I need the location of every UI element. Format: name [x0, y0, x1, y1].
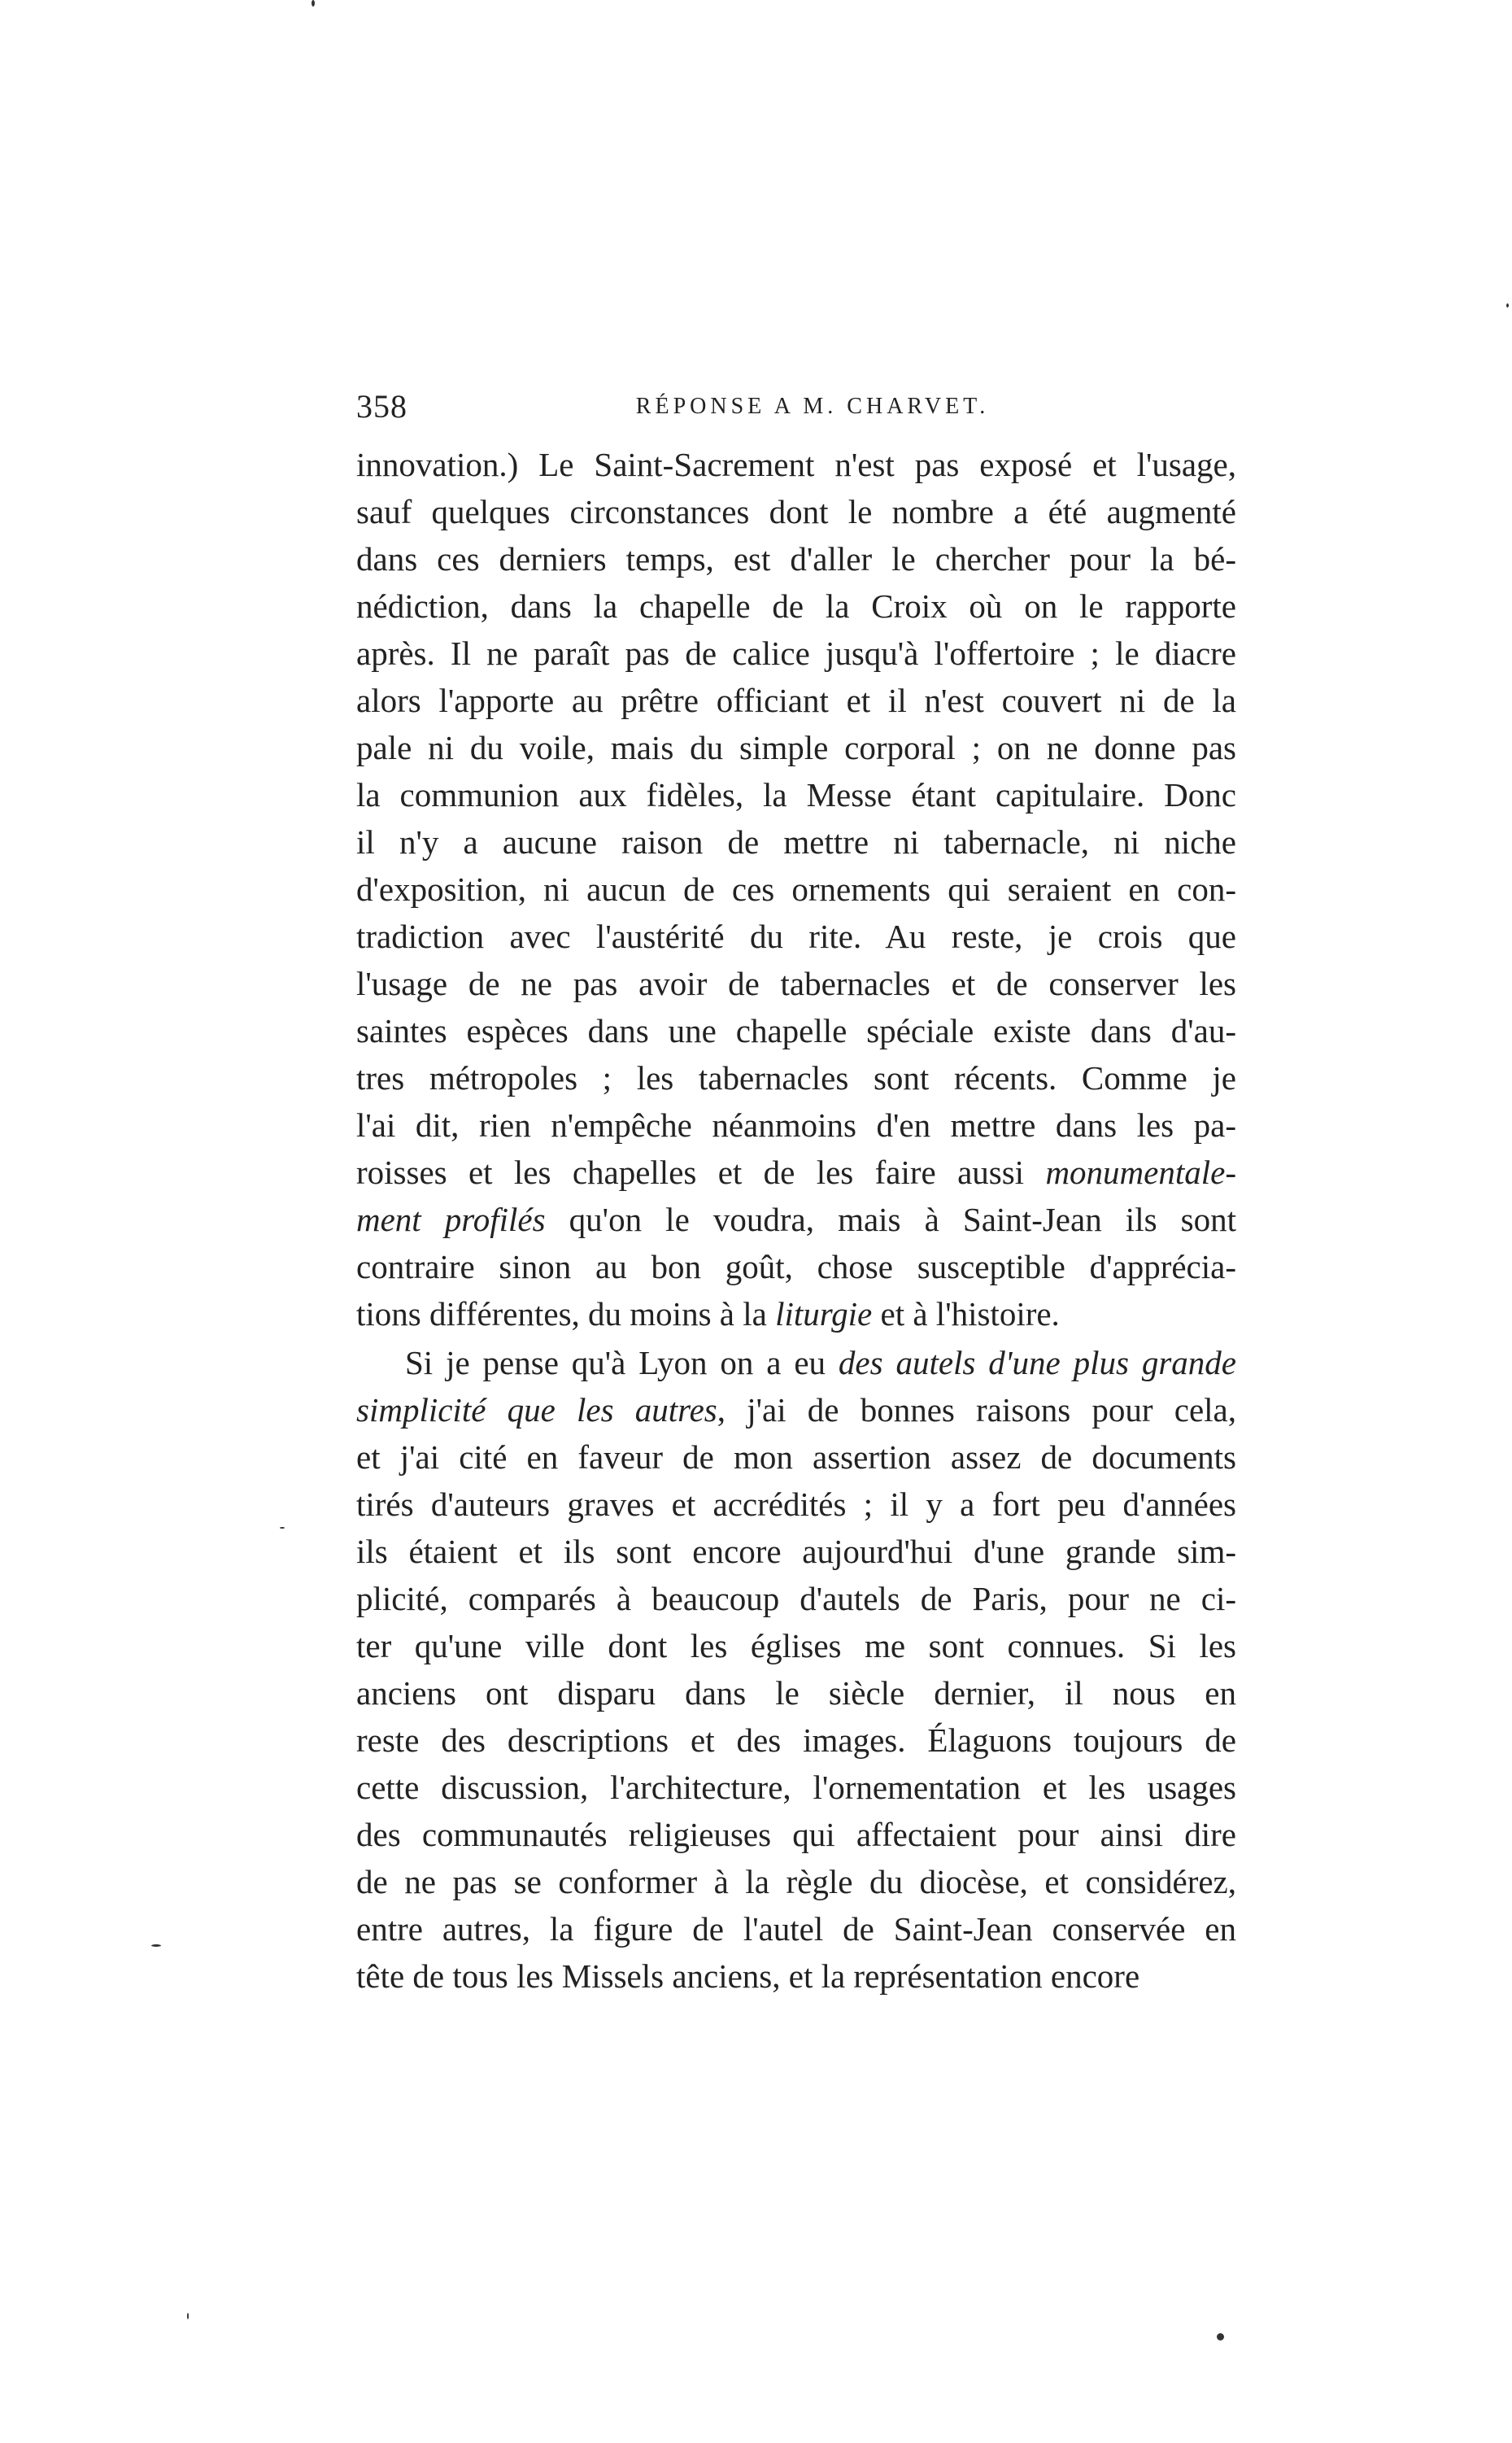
text-line [356, 866, 1236, 913]
text-line [356, 1528, 1236, 1575]
text-line [356, 913, 1236, 960]
text-line [356, 1339, 1236, 1386]
text-segment: innovation.) Le Saint-Sacrement n'est pas exposé et l'usage, [356, 446, 1236, 483]
text-line [356, 1433, 1236, 1481]
text-line [356, 441, 1236, 488]
text-segment: et j'ai cité en faveur de mon assertion assez de documents [356, 1438, 1236, 1476]
text-segment: ils étaient et ils sont encore aujourd'hui d'une grande sim- [356, 1533, 1236, 1570]
text-segment: après. Il ne paraît pas de calice jusqu'à l'offertoire ; le diacre [356, 635, 1236, 672]
text-segment: tradiction avec l'austérité du rite. Au reste, je crois que [356, 918, 1236, 955]
text-line [356, 1290, 1236, 1337]
text-line [356, 1196, 1236, 1243]
text-line [356, 1811, 1236, 1858]
text-line [356, 677, 1236, 724]
text-line [356, 1669, 1236, 1717]
text-line [356, 960, 1236, 1007]
text-segment: ter qu'une ville dont les églises me sont connues. Si les [356, 1627, 1236, 1664]
italic-text: des autels d'une plus grande [838, 1344, 1236, 1381]
text-segment: la communion aux fidèles, la Messe étant capitulaire. Donc [356, 776, 1236, 814]
text-line [356, 1481, 1236, 1528]
text-segment: pale ni du voile, mais du simple corporal ; on ne donne pas [356, 729, 1236, 766]
text-segment: sauf quelques circonstances dont le nombre a été augmenté [356, 493, 1236, 530]
text-segment: plicité, comparés à beaucoup d'autels de Paris, pour ne ci- [356, 1580, 1236, 1617]
text-segment: des communautés religieuses qui affectaient pour ainsi dire [356, 1816, 1236, 1853]
text-line [356, 488, 1236, 535]
text-line [356, 1717, 1236, 1764]
text-line [356, 630, 1236, 677]
text-line [356, 1054, 1236, 1102]
text-line [356, 1243, 1236, 1290]
text-line [356, 1622, 1236, 1669]
scan-speck [312, 0, 315, 7]
text-segment: qu'on le voudra, mais à Saint-Jean ils sont [545, 1201, 1236, 1238]
text-segment: alors l'apporte au prêtre officiant et il n'est couvert ni de la [356, 682, 1236, 719]
text-segment: il n'y a aucune raison de mettre ni tabernacle, ni niche [356, 823, 1236, 861]
text-segment: anciens ont disparu dans le siècle dernier, il nous en [356, 1674, 1236, 1712]
text-line [356, 535, 1236, 582]
text-segment: de ne pas se conformer à la règle du diocèse, et considérez, [356, 1863, 1236, 1900]
text-line [356, 582, 1236, 630]
text-segment: entre autres, la figure de l'autel de Saint-Jean conservée en [356, 1910, 1236, 1948]
text-segment: tions différentes, du moins à la [356, 1295, 776, 1333]
page-header [356, 389, 1236, 425]
text-line [356, 1102, 1236, 1149]
text-segment: tres métropoles ; les tabernacles sont récents. Comme je [356, 1059, 1236, 1097]
text-segment: nédiction, dans la chapelle de la Croix où on le rapporte [356, 587, 1236, 625]
text-segment: l'ai dit, rien n'empêche néanmoins d'en mettre dans les pa- [356, 1106, 1236, 1144]
italic-text: liturgie [775, 1295, 873, 1333]
text-segment: tête de tous les Missels anciens, et la représentation encore [356, 1957, 1140, 1995]
text-segment: tirés d'auteurs graves et accrédités ; il y a fort peu d'années [356, 1485, 1236, 1523]
text-segment: d'exposition, ni aucun de ces ornements qui seraient en con- [356, 870, 1236, 908]
text-line [356, 818, 1236, 866]
scan-speck [151, 1944, 161, 1947]
text-line [356, 1905, 1236, 1952]
italic-text: monumentale- [1045, 1154, 1236, 1191]
text-segment: cette discussion, l'architecture, l'ornementation et les usages [356, 1769, 1236, 1806]
italic-text: ment profilés [356, 1201, 546, 1238]
text-segment: saintes espèces dans une chapelle spéciale existe dans d'au- [356, 1012, 1236, 1049]
body-text [356, 441, 1236, 2000]
text-line [356, 1007, 1236, 1054]
text-segment: , j'ai de bonnes raisons pour cela, [717, 1391, 1237, 1429]
text-line [356, 1386, 1236, 1433]
scan-speck [187, 2313, 189, 2319]
text-segment: contraire sinon au bon goût, chose susceptible d'apprécia- [356, 1248, 1236, 1285]
scan-speck [1506, 303, 1509, 308]
scan-speck [1217, 2333, 1224, 2340]
text-segment: l'usage de ne pas avoir de tabernacles et de conserver les [356, 965, 1236, 1002]
text-line [356, 1149, 1236, 1196]
text-line [356, 1952, 1236, 2000]
text-segment: Si je pense qu'à Lyon on a eu [405, 1344, 839, 1381]
running-head: RÉPONSE A M. CHARVET. [635, 394, 990, 419]
text-line [356, 1575, 1236, 1622]
italic-text: simplicité que les autres [356, 1391, 717, 1429]
text-segment: dans ces derniers temps, est d'aller le chercher pour la bé- [356, 540, 1236, 578]
page-number: 358 [356, 388, 407, 425]
text-line [356, 1858, 1236, 1905]
text-segment: et à l'histoire. [872, 1295, 1060, 1333]
text-line [356, 724, 1236, 771]
text-segment: reste des descriptions et des images. Élaguons toujours de [356, 1721, 1236, 1759]
scan-speck [280, 1527, 285, 1529]
text-segment: roisses et les chapelles et de les faire aussi [356, 1154, 1046, 1191]
text-line [356, 1764, 1236, 1811]
text-line [356, 771, 1236, 818]
